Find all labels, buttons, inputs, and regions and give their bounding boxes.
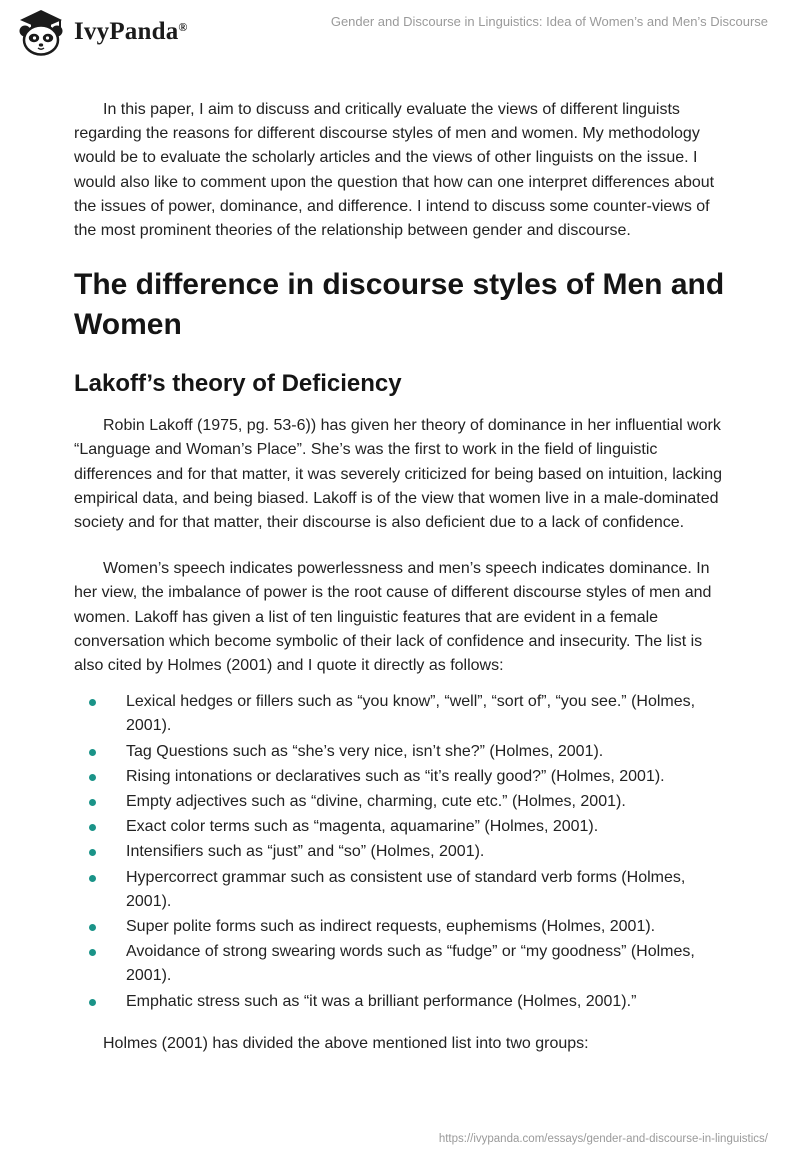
body-paragraph: Women’s speech indicates powerlessness and men’s speech indicates dominance. In her view, the imbalance of power is the root cause of different discourse styles of men and women. Lakoff has given a list of ten linguistic features that are evident in a female conversation which become symbolic of their lack of confidence and insecurity. The list is also cited by Holmes (2001) and I quote it directly as follows:: [74, 560, 712, 675]
panda-logo-icon: [14, 7, 68, 57]
bullet-icon: [89, 875, 96, 882]
list-item: Emphatic stress such as “it was a brilliant performance (Holmes, 2001).”: [126, 990, 734, 1014]
body-paragraph: Robin Lakoff (1975, pg. 53-6)) has given her theory of dominance in her influential work “Language and Woman’s Place”. She’s was the first to work in the field of linguistic differences and for that matter, it was severely criticized for being based on intuition, lacking empirical data, and being biased. Lakoff is of the view that women live in a male-dominated society and for that matter, their discourse is also deficient due to a lack of confidence.: [74, 417, 723, 532]
list-item: Super polite forms such as indirect requests, euphemisms (Holmes, 2001).: [126, 915, 734, 939]
list-item: Avoidance of strong swearing words such as “fudge” or “my goodness” (Holmes, 2001).: [126, 940, 734, 988]
bullet-icon: [89, 699, 96, 706]
list-item: Rising intonations or declaratives such as “it’s really good?” (Holmes, 2001).: [126, 765, 734, 789]
intro-paragraph: In this paper, I aim to discuss and critically evaluate the views of different linguists regarding the reasons for different discourse styles of men and women. My methodology would be to evaluate the scholarly articles and the views of other linguists on the issue. I would also like to comment upon the question that how can one interpret differences about the issues of power, dominance, and difference. I intend to discuss some counter-views of the most prominent theories of the relationship between gender and discourse.: [74, 101, 715, 240]
list-item: Hypercorrect grammar such as consistent use of standard verb forms (Holmes, 2001).: [126, 866, 734, 914]
page-header: [0, 0, 800, 70]
source-url[interactable]: https://ivypanda.com/essays/gender-and-discourse-in-linguistics/: [438, 1133, 768, 1145]
list-item: Empty adjectives such as “divine, charming, cute etc.” (Holmes, 2001).: [126, 790, 734, 814]
list-item: Exact color terms such as “magenta, aquamarine” (Holmes, 2001).: [126, 815, 734, 839]
subsection-heading: Lakoff’s theory of Deficiency: [74, 370, 402, 398]
brand-name: IvyPanda®: [74, 18, 188, 45]
feature-list: [74, 690, 734, 1014]
list-item: Tag Questions such as “she’s very nice, isn’t she?” (Holmes, 2001).: [126, 740, 734, 764]
bullet-icon: [89, 849, 96, 856]
list-item: Intensifiers such as “just” and “so” (Holmes, 2001).: [126, 840, 734, 864]
document-title: Gender and Discourse in Linguistics: Idea of Women’s and Men’s Discourse: [330, 14, 768, 29]
brand-logo[interactable]: [14, 6, 188, 58]
essay-body: [74, 98, 734, 1078]
list-item: Lexical hedges or fillers such as “you know”, “well”, “sort of”, “you see.” (Holmes, 2001).: [126, 690, 734, 738]
bullet-icon: [89, 999, 96, 1006]
bullet-icon: [89, 924, 96, 931]
closing-paragraph: Holmes (2001) has divided the above mentioned list into two groups:: [103, 1034, 589, 1052]
bullet-icon: [89, 799, 96, 806]
bullet-icon: [89, 949, 96, 956]
bullet-icon: [89, 774, 96, 781]
section-heading: The difference in discourse styles of Men and Women: [74, 268, 725, 342]
bullet-icon: [89, 749, 96, 756]
bullet-icon: [89, 824, 96, 831]
